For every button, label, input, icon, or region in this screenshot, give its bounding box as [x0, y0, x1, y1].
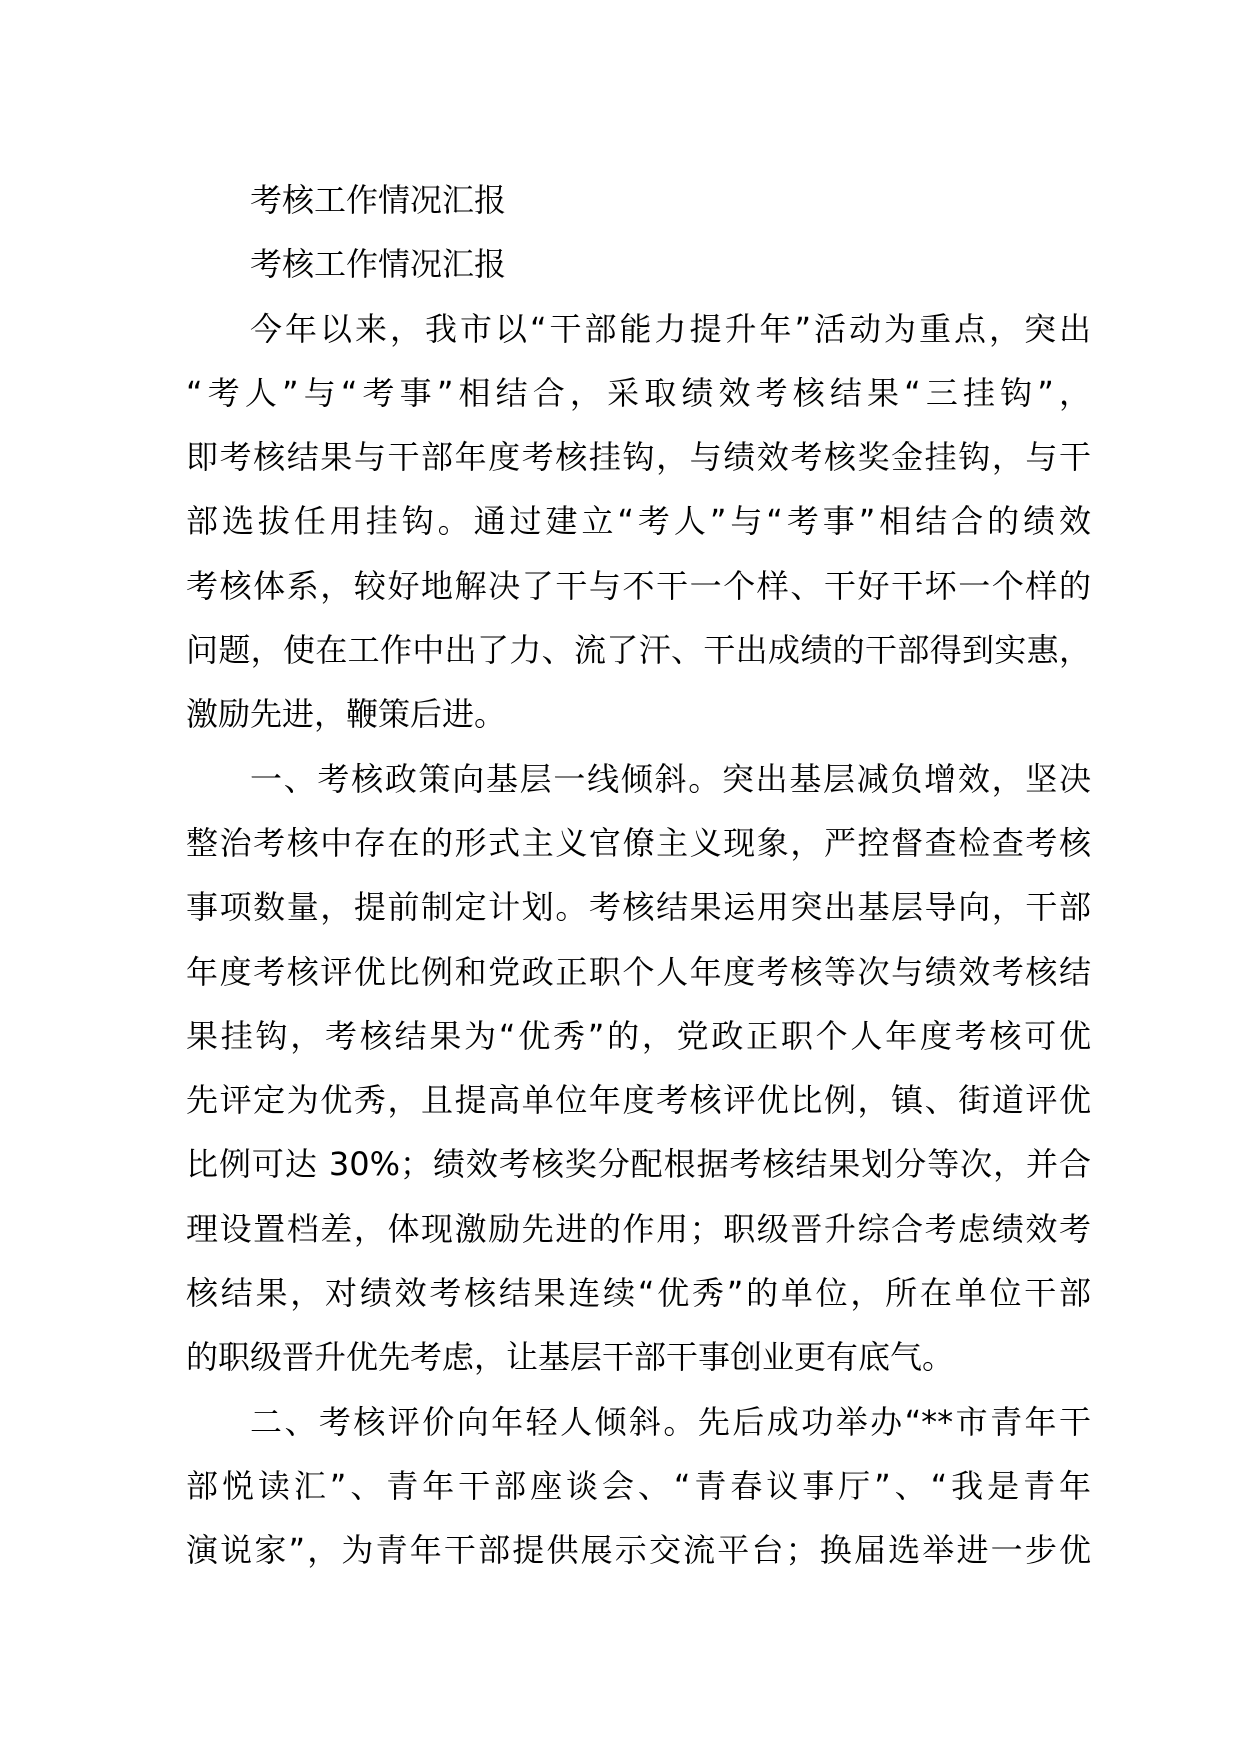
paragraph-line: 整治考核中存在的形式主义官僚主义现象，严控督查检查考核: [186, 823, 1091, 862]
paragraph-line: 核结果，对绩效考核结果连续“优秀”的单位，所在单位干部: [186, 1274, 1091, 1313]
paragraph-line: 部悦读汇”、青年干部座谈会、“青春议事厅”、“我是青年: [186, 1466, 1091, 1505]
paragraph-line: 年度考核评优比例和党政正职个人年度考核等次与绩效考核结: [186, 952, 1091, 991]
paragraph-line: 理设置档差，体现激励先进的作用；职级晋升综合考虑绩效考: [186, 1209, 1091, 1248]
paragraph-section-two: [186, 1390, 1091, 1583]
document-body: [186, 168, 1091, 1583]
paragraph-line: 即考核结果与干部年度考核挂钩，与绩效考核奖金挂钩，与干: [186, 438, 1091, 477]
paragraph-line: 问题，使在工作中出了力、流了汗、干出成绩的干部得到实惠，: [186, 631, 1091, 670]
paragraph-line: “考人”与“考事”相结合，采取绩效考核结果“三挂钩”，: [186, 373, 1091, 412]
paragraph-line: 果挂钩，考核结果为“优秀”的，党政正职个人年度考核可优: [186, 1016, 1091, 1055]
paragraph-line: 事项数量，提前制定计划。考核结果运用突出基层导向，干部: [186, 888, 1091, 927]
paragraph-line: 一、考核政策向基层一线倾斜。突出基层减负增效，坚决: [250, 759, 1091, 798]
document-subtitle: 考核工作情况汇报: [250, 245, 507, 284]
document-title: 考核工作情况汇报: [250, 181, 507, 219]
paragraph-line: 先评定为优秀，且提高单位年度考核评优比例，镇、街道评优: [186, 1081, 1091, 1120]
paragraph-line: 激励先进，鞭策后进。: [186, 695, 507, 734]
paragraph-line: 二、考核评价向年轻人倾斜。先后成功举办“**市青年干: [250, 1402, 1091, 1441]
paragraph-intro: [186, 297, 1091, 747]
paragraph-line: 考核体系，较好地解决了干与不干一个样、干好干坏一个样的: [186, 566, 1091, 605]
paragraph-line: 比例可达 30%；绩效考核奖分配根据考核结果划分等次，并合: [186, 1145, 1091, 1184]
paragraph-line: 演说家”，为青年干部提供展示交流平台；换届选举进一步优: [186, 1531, 1091, 1570]
paragraph-section-one: [186, 747, 1091, 1390]
paragraph-line: 部选拔任用挂钩。通过建立“考人”与“考事”相结合的绩效: [186, 502, 1091, 541]
paragraph-line: 今年以来，我市以“干部能力提升年”活动为重点，突出: [250, 309, 1091, 348]
paragraph-line: 的职级晋升优先考虑，让基层干部干事创业更有底气。: [186, 1338, 955, 1377]
